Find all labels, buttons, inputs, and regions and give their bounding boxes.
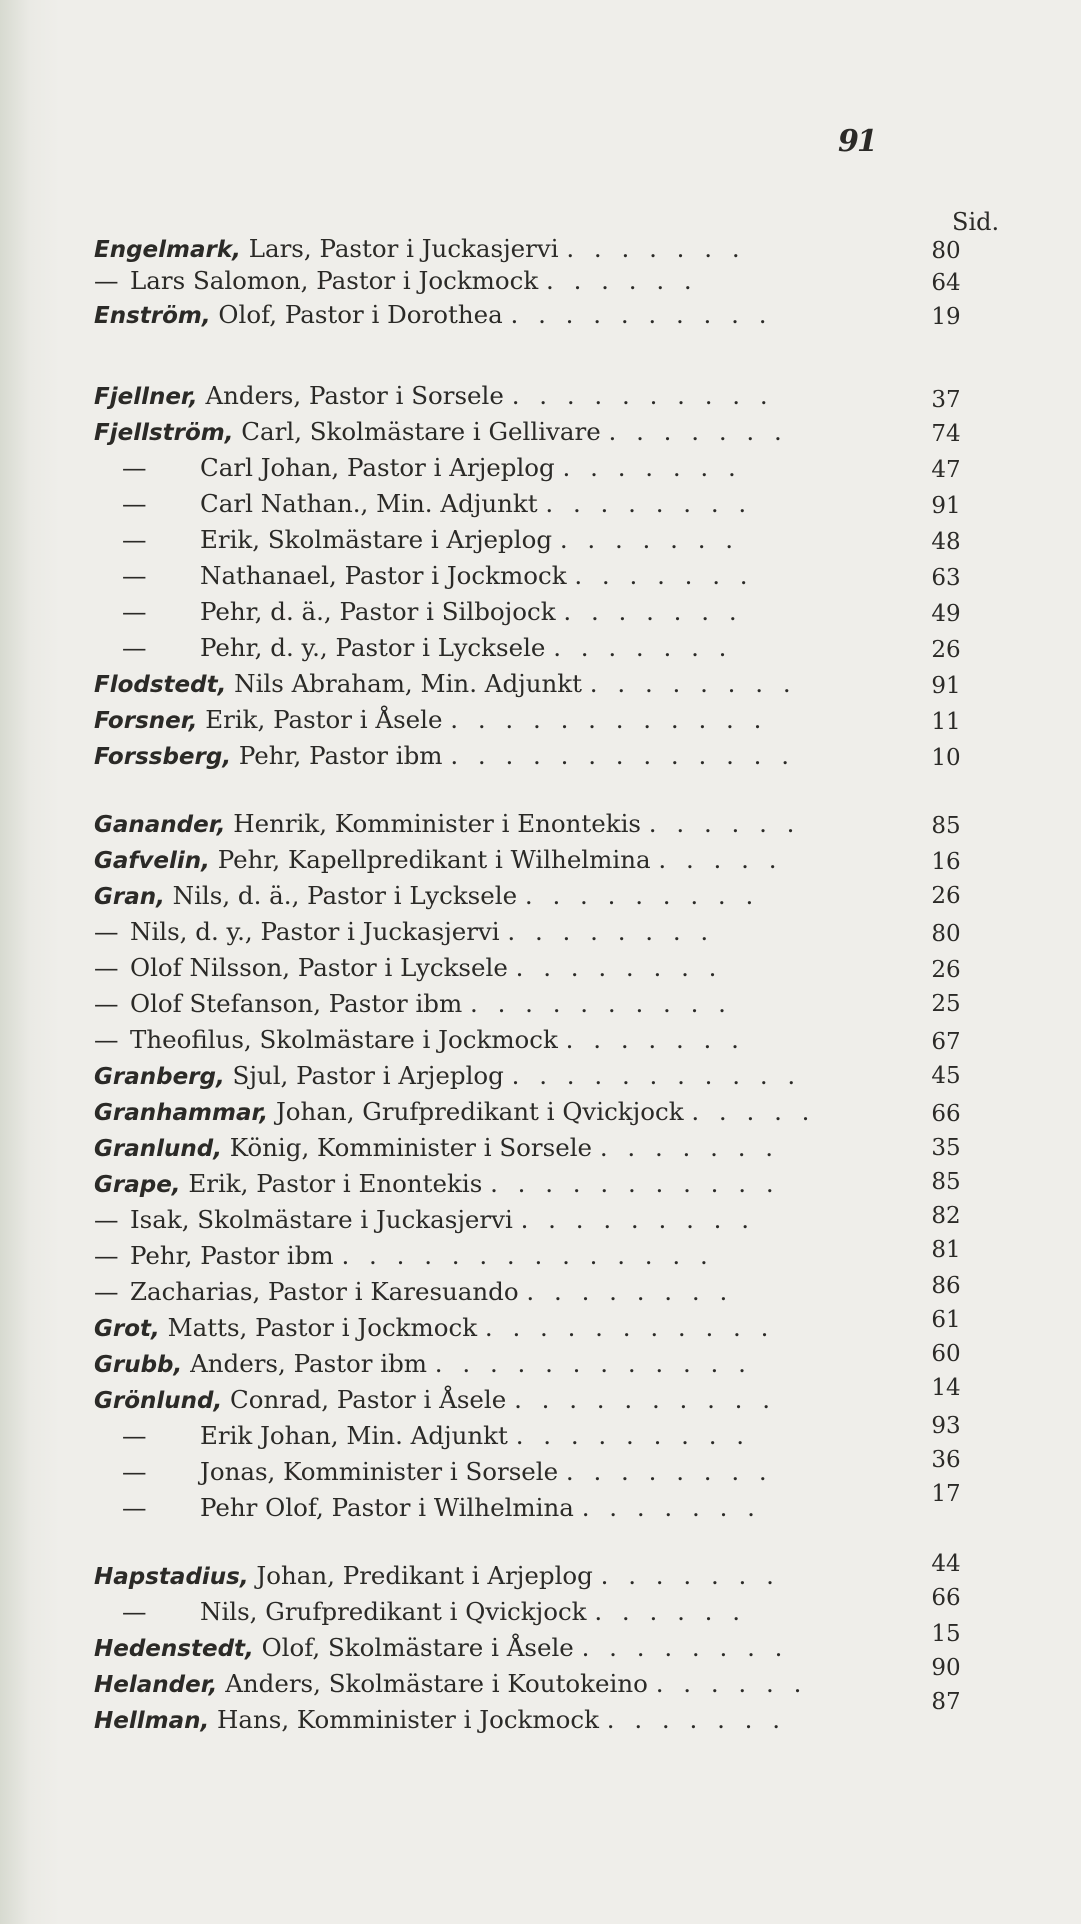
index-entry (0, 953, 1081, 989)
entry-page-number: 45 (931, 1063, 961, 1089)
entry-surname: Grubb, (94, 1352, 183, 1378)
entry-page-number: 85 (931, 1169, 961, 1195)
entry-description: Matts, Pastor i Jockmock (167, 1313, 478, 1342)
entry-text (94, 300, 773, 329)
entry-description: Erik Johan, Min. Adjunkt (200, 1421, 508, 1450)
index-entry (0, 1169, 1081, 1205)
entry-surname: Flodstedt, (94, 672, 227, 698)
index-entry (0, 1307, 1081, 1349)
leader-dots: . . . . . . . (562, 453, 742, 482)
entry-description: Olof Stefanson, Pastor ibm (130, 989, 463, 1018)
entry-text (130, 917, 714, 946)
entry-page-number: 14 (931, 1375, 961, 1401)
entry-surname: Fjellström, (94, 420, 234, 446)
ditto-dash: — (122, 1457, 147, 1486)
entry-description: Pehr Olof, Pastor i Wilhelmina (200, 1493, 574, 1522)
entry-text (94, 809, 800, 838)
entry-surname: Hedenstedt, (94, 1636, 254, 1662)
entry-text (130, 266, 698, 295)
entry-text (200, 1457, 773, 1486)
entry-page-number: 37 (931, 387, 961, 413)
entry-description: Anders, Pastor ibm (190, 1349, 427, 1378)
index-entry (0, 1341, 1081, 1385)
index-entry (0, 669, 1081, 705)
index-entry (0, 1237, 1081, 1277)
entry-surname: Grot, (94, 1316, 160, 1342)
entry-text (200, 597, 743, 626)
entry-description: Erik, Pastor i Enontekis (188, 1169, 483, 1198)
entry-page-number: 19 (931, 304, 961, 330)
entry-description: Henrik, Komminister i Enontekis (233, 809, 641, 838)
entry-page-number: 81 (931, 1237, 961, 1263)
entry-surname: Helander, (94, 1672, 218, 1698)
leader-dots: . . . . . . . . . . (514, 1385, 777, 1414)
entry-page-number: 26 (931, 637, 961, 663)
ditto-dash: — (94, 917, 119, 946)
leader-dots: . . . . . . . . (545, 489, 753, 518)
entry-page-number: 82 (931, 1203, 961, 1229)
index-entry (0, 1375, 1081, 1421)
ditto-dash: — (94, 1241, 119, 1270)
ditto-dash: — (94, 1025, 119, 1054)
entry-text (94, 1061, 801, 1090)
index-entry (0, 1585, 1081, 1633)
leader-dots: . . . . . . . (574, 561, 754, 590)
ditto-dash: — (122, 1597, 147, 1626)
entry-text (130, 953, 722, 982)
leader-dots: . . . . . . . (606, 1705, 787, 1734)
entry-page-number: 48 (931, 529, 961, 555)
entry-page-number: 85 (931, 813, 961, 839)
entry-surname: Engelmark, (94, 237, 241, 263)
entry-page-number: 64 (931, 270, 961, 296)
leader-dots: . . . . . . . . (515, 953, 723, 982)
entry-page-number: 17 (931, 1481, 961, 1507)
leader-dots: . . . . . . . . (507, 917, 715, 946)
entry-text (94, 234, 746, 263)
leader-dots: . . . . . . . . (565, 1457, 773, 1486)
entry-text (200, 453, 742, 482)
entry-page-number: 36 (931, 1447, 961, 1473)
entry-page-number: 11 (931, 709, 961, 735)
entry-page-number: 60 (931, 1341, 961, 1367)
entry-text (200, 525, 739, 554)
entry-description: Zacharias, Pastor i Karesuando (130, 1277, 519, 1306)
entry-description: Olof, Skolmästare i Åsele (261, 1633, 574, 1662)
entry-description: Nathanael, Pastor i Jockmock (200, 561, 567, 590)
entry-page-number: 63 (931, 565, 961, 591)
ditto-dash: — (122, 633, 147, 662)
entry-description: Pehr, d. y., Pastor i Lycksele (200, 633, 546, 662)
leader-dots: . . . . . . . . (589, 669, 797, 698)
entry-page-number: 93 (931, 1413, 961, 1439)
entry-description: Anders, Skolmästare i Koutokeino (225, 1669, 648, 1698)
entry-text (200, 1421, 750, 1450)
index-entry (0, 266, 1081, 302)
entry-surname: Granberg, (94, 1064, 225, 1090)
ditto-dash: — (122, 489, 147, 518)
index-entry (0, 1205, 1081, 1241)
ditto-dash: — (122, 561, 147, 590)
leader-dots: . . . . . . (594, 1597, 747, 1626)
entry-page-number: 49 (931, 601, 961, 627)
entry-text (94, 705, 767, 734)
entry-description: Olof, Pastor i Dorothea (218, 300, 503, 329)
entry-text (94, 1669, 807, 1698)
entry-surname: Forssberg, (94, 744, 232, 770)
entry-page-number: 90 (931, 1655, 961, 1681)
page-number: 91 (838, 124, 876, 159)
entry-surname: Gran, (94, 884, 165, 910)
entry-description: Lars, Pastor i Juckasjervi (248, 234, 559, 263)
leader-dots: . . . . . . . (581, 1493, 761, 1522)
entry-page-number: 80 (931, 921, 961, 947)
leader-dots: . . . . . (691, 1097, 816, 1126)
leader-dots: . . . . . . . . . (524, 881, 760, 910)
ditto-dash: — (94, 1205, 119, 1234)
ditto-dash: — (122, 453, 147, 482)
leader-dots: . . . . . . . (559, 525, 740, 554)
entry-text (130, 1025, 745, 1054)
entry-surname: Forsner, (94, 708, 198, 734)
ditto-dash: — (94, 1277, 119, 1306)
index-entry (0, 381, 1081, 417)
leader-dots: . . . . . . . . . . . . (434, 1349, 752, 1378)
index-entry (0, 917, 1081, 953)
entry-text (94, 1133, 779, 1162)
entry-text (200, 1493, 761, 1522)
entry-description: König, Komminister i Sorsele (229, 1133, 593, 1162)
leader-dots: . . . . . . . (608, 417, 788, 446)
entry-text (130, 1277, 733, 1306)
entry-surname: Hellman, (94, 1708, 210, 1734)
index-entry (0, 741, 1081, 777)
entry-page-number: 80 (931, 238, 961, 264)
index-entry (0, 1551, 1081, 1597)
leader-dots: . . . . . . . . . . (511, 381, 774, 410)
index-entry (0, 1273, 1081, 1313)
leader-dots: . . . . . . . . . . . . . . (341, 1241, 714, 1270)
ditto-dash: — (94, 266, 119, 295)
leader-dots: . . . . . . . . . (520, 1205, 756, 1234)
page-column-heading: Sid. (952, 208, 1000, 236)
leader-dots: . . . . . . . . . . . . (450, 705, 768, 734)
leader-dots: . . . . . . . (553, 633, 733, 662)
entry-text (94, 381, 774, 410)
leader-dots: . . . . . . . (563, 597, 743, 626)
entry-text (94, 845, 783, 874)
entry-text (130, 1205, 755, 1234)
entry-description: Erik, Pastor i Åsele (205, 705, 443, 734)
entry-text (94, 1097, 815, 1126)
index-entry (0, 525, 1081, 561)
entry-surname: Granhammar, (94, 1100, 269, 1126)
entry-surname: Gafvelin, (94, 848, 210, 874)
leader-dots: . . . . . . . (600, 1561, 780, 1590)
entry-text (94, 881, 759, 910)
index-entry (0, 417, 1081, 453)
entry-description: Nils Abraham, Min. Adjunkt (234, 669, 582, 698)
entry-page-number: 16 (931, 849, 961, 875)
index-entry (0, 561, 1081, 597)
index-entry (0, 1061, 1081, 1097)
leader-dots: . . . . . . . (565, 1025, 745, 1054)
index-entry (0, 881, 1081, 917)
leader-dots: . . . . . . . . . . . (511, 1061, 802, 1090)
entry-page-number: 87 (931, 1689, 961, 1715)
index-entry (0, 809, 1081, 845)
entry-text (94, 741, 795, 770)
entry-description: Pehr, Pastor ibm (238, 741, 443, 770)
leader-dots: . . . . . . . . . . (470, 989, 732, 1018)
entry-page-number: 66 (931, 1585, 961, 1611)
entry-description: Nils, Grufpredikant i Qvickjock (200, 1597, 587, 1626)
entry-surname: Fjellner, (94, 384, 198, 410)
entry-page-number: 86 (931, 1273, 961, 1299)
entry-description: Lars Salomon, Pastor i Jockmock (130, 266, 539, 295)
entry-page-number: 66 (931, 1101, 961, 1127)
entry-text (94, 1169, 780, 1198)
entry-text (94, 1385, 776, 1414)
index-entry (0, 633, 1081, 669)
index-entry (0, 1133, 1081, 1169)
entry-text (94, 417, 788, 446)
entry-description: Pehr, d. ä., Pastor i Silbojock (200, 597, 556, 626)
entry-description: Pehr, Pastor ibm (130, 1241, 334, 1270)
ditto-dash: — (122, 1421, 147, 1450)
leader-dots: . . . . . . . . . . . (490, 1169, 780, 1198)
entry-page-number: 44 (931, 1551, 961, 1577)
leader-dots: . . . . . . . . (526, 1277, 734, 1306)
entry-text (200, 633, 732, 662)
entry-description: Anders, Pastor i Sorsele (205, 381, 504, 410)
entry-description: Carl Johan, Pastor i Arjeplog (200, 453, 555, 482)
leader-dots: . . . . . (658, 845, 783, 874)
index-entry (0, 234, 1081, 270)
index-entry (0, 489, 1081, 525)
entry-text (200, 561, 754, 590)
entry-page-number: 47 (931, 457, 961, 483)
index-entry (0, 989, 1081, 1025)
index-entry (0, 1447, 1081, 1493)
entry-text (94, 1313, 774, 1342)
entry-page-number: 67 (931, 1029, 961, 1055)
entry-description: Nils, d. y., Pastor i Juckasjervi (130, 917, 500, 946)
entry-description: Carl, Skolmästare i Gellivare (241, 417, 601, 446)
ditto-dash: — (122, 1493, 147, 1522)
entry-text (200, 489, 752, 518)
entry-description: Theofilus, Skolmästare i Jockmock (130, 1025, 558, 1054)
entry-text (94, 1633, 788, 1662)
entry-description: Johan, Predikant i Arjeplog (256, 1561, 593, 1590)
leader-dots: . . . . . . . . (581, 1633, 789, 1662)
index-entry (0, 1025, 1081, 1061)
ditto-dash: — (122, 525, 147, 554)
index-entry (0, 453, 1081, 489)
entry-text (200, 1597, 746, 1626)
entry-text (94, 1705, 786, 1734)
ditto-dash: — (94, 989, 119, 1018)
entry-page-number: 91 (931, 673, 961, 699)
entry-description: Conrad, Pastor i Åsele (230, 1385, 507, 1414)
leader-dots: . . . . . . (648, 809, 801, 838)
index-entry (0, 1689, 1081, 1741)
entry-text (94, 669, 797, 698)
entry-surname: Ganander, (94, 812, 226, 838)
entry-page-number: 74 (931, 421, 961, 447)
index-entry (0, 1481, 1081, 1529)
leader-dots: . . . . . . . . . . . (484, 1313, 775, 1342)
entry-description: Carl Nathan., Min. Adjunkt (200, 489, 538, 518)
leader-dots: . . . . . . . . . . . . . (450, 741, 796, 770)
entry-surname: Hapstadius, (94, 1564, 249, 1590)
entry-description: Pehr, Kapellpredikant i Wilhelmina (217, 845, 651, 874)
entry-page-number: 61 (931, 1307, 961, 1333)
leader-dots: . . . . . . (655, 1669, 808, 1698)
entry-page-number: 35 (931, 1135, 961, 1161)
entry-description: Nils, d. ä., Pastor i Lycksele (172, 881, 518, 910)
entry-description: Isak, Skolmästare i Juckasjervi (130, 1205, 513, 1234)
entry-text (130, 1241, 714, 1270)
entry-page-number: 26 (931, 957, 961, 983)
entry-text (130, 989, 732, 1018)
entry-text (94, 1561, 780, 1590)
leader-dots: . . . . . . (546, 266, 698, 295)
entry-text (94, 1349, 752, 1378)
ditto-dash: — (94, 953, 119, 982)
entry-description: Sjul, Pastor i Arjeplog (232, 1061, 504, 1090)
leader-dots: . . . . . . . . . (515, 1421, 751, 1450)
entry-page-number: 91 (931, 493, 961, 519)
leader-dots: . . . . . . . (599, 1133, 780, 1162)
entry-surname: Enström, (94, 303, 211, 329)
entry-description: Erik, Skolmästare i Arjeplog (200, 525, 553, 554)
entry-page-number: 15 (931, 1621, 961, 1647)
entry-description: Johan, Grufpredikant i Qvickjock (275, 1097, 684, 1126)
entry-page-number: 10 (931, 745, 961, 771)
leader-dots: . . . . . . . . . . (510, 300, 773, 329)
entry-description: Jonas, Komminister i Sorsele (200, 1457, 559, 1486)
entry-description: Olof Nilsson, Pastor i Lycksele (130, 953, 508, 982)
index-entry (0, 1655, 1081, 1705)
entry-page-number: 25 (931, 991, 961, 1017)
leader-dots: . . . . . . . (566, 234, 746, 263)
index-entry (0, 1413, 1081, 1457)
entry-surname: Granlund, (94, 1136, 222, 1162)
entry-surname: Grape, (94, 1172, 181, 1198)
index-entry (0, 300, 1081, 336)
entry-description: Hans, Komminister i Jockmock (217, 1705, 599, 1734)
index-entry (0, 597, 1081, 633)
index-entry (0, 705, 1081, 741)
entry-surname: Grönlund, (94, 1388, 223, 1414)
index-entry (0, 845, 1081, 881)
entry-page-number: 26 (931, 883, 961, 909)
index-entry (0, 1097, 1081, 1133)
index-entry (0, 1621, 1081, 1669)
ditto-dash: — (122, 597, 147, 626)
